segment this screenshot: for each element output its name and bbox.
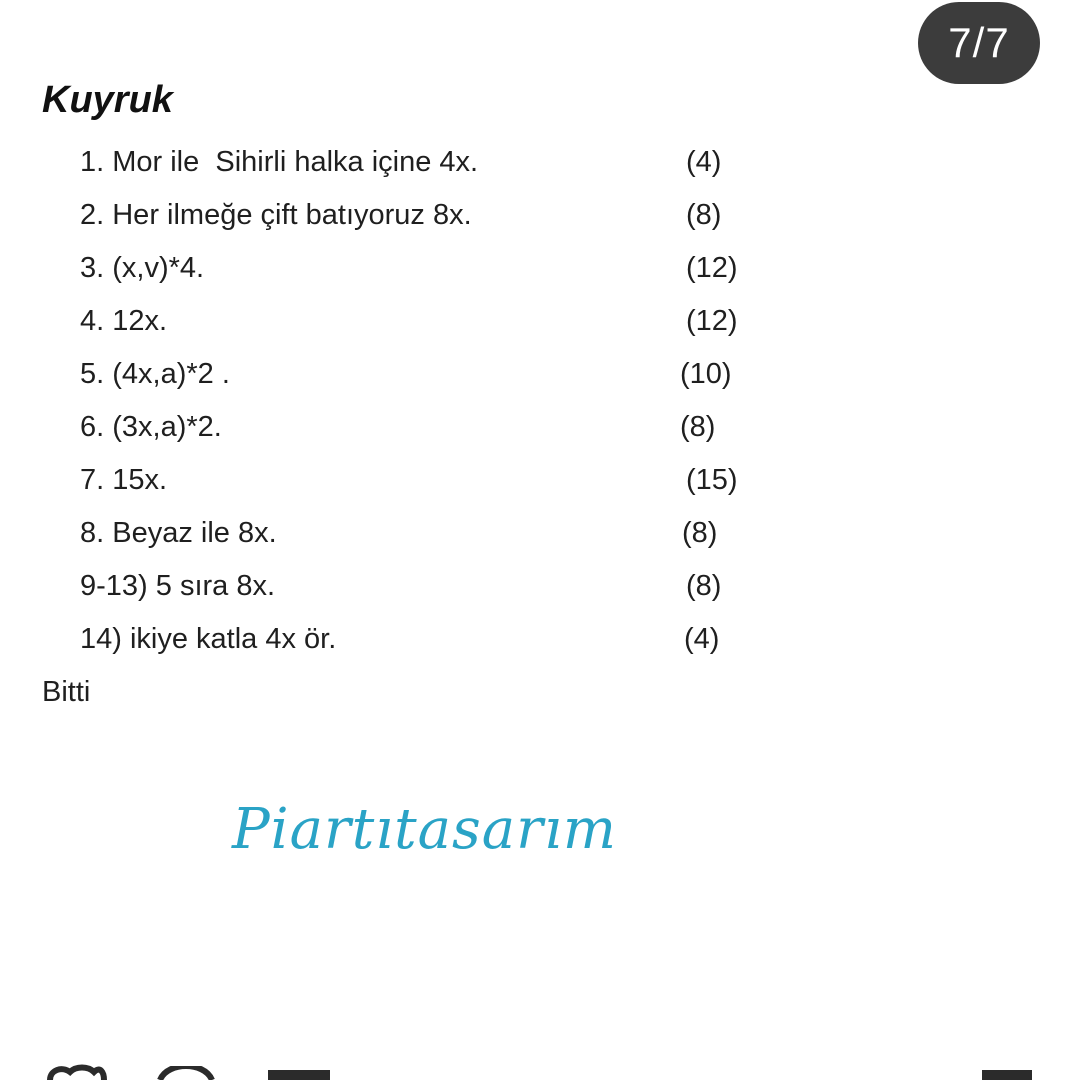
step-text: 2. Her ilmeğe çift batıyoruz 8x.: [80, 199, 472, 231]
stitch-count: (12): [686, 252, 738, 284]
stitch-count: (8): [682, 517, 718, 549]
share-icon[interactable]: [268, 1070, 330, 1080]
action-bar: [0, 1060, 1080, 1080]
list-item: [0, 348, 1080, 400]
stitch-count: (15): [686, 464, 738, 496]
list-item: [0, 136, 1080, 188]
step-text: 1. Mor ile Sihirli halka içine 4x.: [80, 146, 479, 178]
stitch-count: (8): [686, 199, 722, 231]
step-text: 9-13) 5 sıra 8x.: [80, 570, 276, 602]
step-text: 3. (x,v)*4.: [80, 252, 205, 284]
list-item: [0, 507, 1080, 559]
stitch-count: (8): [680, 411, 716, 443]
heart-icon[interactable]: [44, 1064, 108, 1080]
list-item: [0, 295, 1080, 347]
page-counter-badge: 7/7: [918, 2, 1040, 84]
step-text: 8. Beyaz ile 8x.: [80, 517, 277, 549]
section-title: Kuyruk: [42, 79, 173, 121]
bookmark-icon[interactable]: [982, 1070, 1032, 1080]
stitch-count: (4): [686, 146, 722, 178]
comment-icon[interactable]: [156, 1066, 216, 1080]
step-text: 4. 12x.: [80, 305, 168, 337]
stitch-count: (4): [684, 623, 720, 655]
stitch-count: (10): [680, 358, 732, 390]
footer-text: Bitti: [42, 676, 91, 708]
step-text: 14) ikiye katla 4x ör.: [80, 623, 337, 655]
step-text: 5. (4x,a)*2 .: [80, 358, 230, 390]
signature-logo: Piartıtasarım: [232, 797, 617, 862]
list-item: [0, 401, 1080, 453]
list-item: [0, 613, 1080, 665]
stitch-count: (8): [686, 570, 722, 602]
list-item: [0, 454, 1080, 506]
list-item: [0, 560, 1080, 612]
step-text: 6. (3x,a)*2.: [80, 411, 222, 443]
step-text: 7. 15x.: [80, 464, 168, 496]
list-item: [0, 189, 1080, 241]
stitch-count: (12): [686, 305, 738, 337]
list-item: [0, 242, 1080, 294]
